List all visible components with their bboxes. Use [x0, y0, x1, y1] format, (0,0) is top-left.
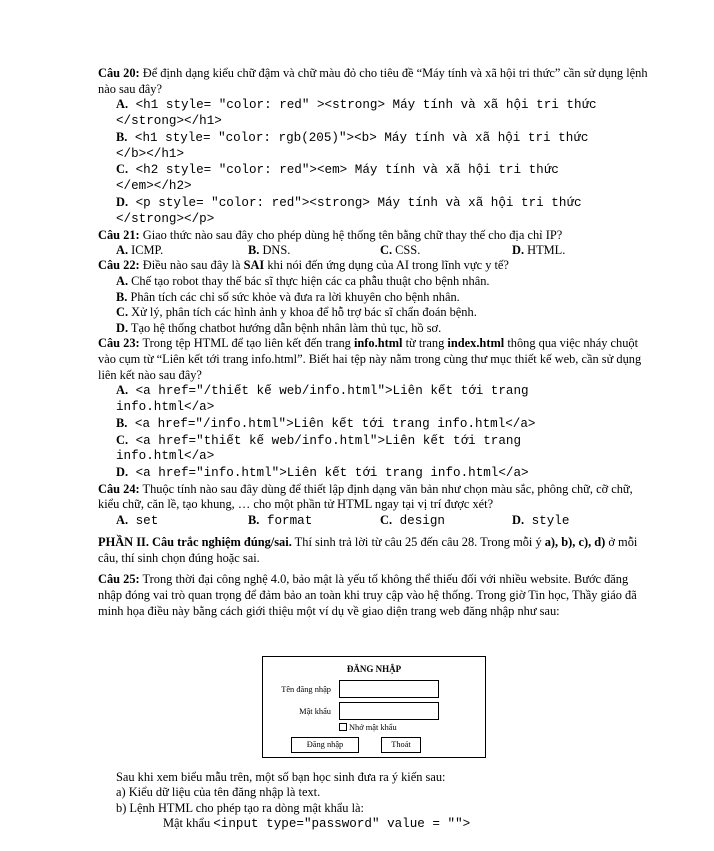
option-code: <h2 style= "color: red"><em> Máy tính và xã hội tri thức [128, 163, 559, 178]
option-text: DNS. [259, 243, 291, 258]
option-text: set [128, 514, 159, 529]
q24-option-c[interactable] [380, 513, 512, 529]
option-code-cont: </em></h2> [116, 179, 192, 194]
option-text: ICMP. [128, 243, 164, 258]
option-key: C. [116, 162, 129, 177]
option-code: <h1 style= "color: rgb(205)"><b> Máy tính và xã hội tri thức [127, 130, 589, 145]
q20-option-a[interactable] [98, 97, 648, 130]
option-code: <p style= "color: red"><strong> Máy tính và xã hội tri thức [128, 195, 582, 210]
q22-option-d[interactable] [98, 321, 648, 337]
option-text: style [524, 514, 570, 529]
option-key: C. [116, 432, 129, 447]
q20-option-d[interactable] [98, 195, 648, 228]
option-code-cont: </strong></p> [116, 211, 215, 226]
option-code-cont: info.html</a> [116, 399, 215, 414]
part2-abcd: a), b), c), d) [544, 535, 606, 550]
option-key: D. [512, 513, 525, 528]
q21-option-c[interactable] [380, 243, 512, 258]
q22-text: Điều nào sau đây là [139, 258, 244, 273]
statement-b[interactable]: b) Lệnh HTML cho phép tạo ra dòng mật khẩu là: [116, 800, 364, 815]
option-code-cont: </b></h1> [116, 146, 185, 161]
q23-label: Câu 23: [98, 336, 140, 351]
option-key: B. [116, 289, 128, 304]
q24-option-a[interactable] [116, 513, 248, 529]
option-text: design [392, 514, 445, 529]
exam-page [98, 66, 648, 619]
option-key: D. [116, 194, 129, 209]
q25-label: Câu 25: [98, 572, 140, 587]
statement-a[interactable]: a) Kiểu dữ liệu của tên đăng nhập là text. [116, 785, 321, 800]
q23-bold-index: index.html [447, 336, 505, 351]
option-key: D. [116, 320, 129, 335]
q20-label: Câu 20: [98, 66, 140, 80]
username-input[interactable] [339, 680, 439, 698]
code-input: <input type="password" value = ""> [213, 816, 471, 831]
option-code: <a href="/thiết kế web/info.html">Liên kết tới trang [128, 384, 529, 399]
option-text: Phân tích các chỉ số sức khỏe và đưa ra lời khuyên cho bệnh nhân. [127, 289, 460, 304]
option-key: D. [512, 243, 525, 258]
q23-stem [98, 336, 648, 383]
password-label: Mật khẩu [299, 707, 331, 716]
q21-option-b[interactable] [248, 243, 380, 258]
part2-text-2: ở mỗi câu, thí sinh chọn đúng hoặc sai. [98, 535, 638, 565]
option-code: <a href="/info.html">Liên kết tới trang info.html</a> [127, 416, 536, 431]
option-key: B. [248, 513, 260, 528]
login-button[interactable]: Đăng nhập [291, 737, 359, 753]
option-key: A. [116, 513, 129, 528]
username-label: Tên đăng nhập [281, 685, 331, 694]
option-text: HTML. [524, 243, 566, 258]
q20-stem [98, 66, 648, 97]
q24-stem [98, 482, 648, 513]
q24-label: Câu 24: [98, 481, 140, 496]
q21-text: Giao thức nào sau đây cho phép dùng hệ thống tên bằng chữ thay thế cho địa chỉ IP? [139, 227, 563, 242]
q22-text-post: khi nói đến ứng dụng của AI trong lĩnh vực y tế? [264, 258, 509, 273]
code-label: Mật khẩu [163, 815, 214, 830]
q23-text-3: thông qua việc nháy chuột vào cụm từ “Liên kết tới trang info.html”. Biết hai tệp này nằm trong cùng thư mục thiết kế web, cần sử dụng liên kết nào sau đây? [98, 336, 642, 382]
q22-option-b[interactable] [98, 290, 648, 306]
option-code: <a href="info.html">Liên kết tới trang info.html</a> [128, 466, 529, 481]
q23-option-d[interactable] [98, 465, 648, 482]
checkbox-icon[interactable] [339, 723, 347, 731]
q25-text: Trong thời đại công nghệ 4.0, bảo mật là yếu tố không thể thiếu đối với nhiều website. Bước đăng nhập đóng vai trò quan trọng để đảm bảo an toàn khi truy cập vào hệ thống. Trong giờ Tin học, Thầy giáo đã minh họa điều này bằng cách giới thiệu một ví dụ về giao diện trang web đăng nhập như sau: [98, 572, 637, 618]
q24-text: Thuộc tính nào sau đây dùng để thiết lập định dạng văn bản như chọn màu sắc, phông chữ, cỡ chữ, kiểu chữ, căn lề, tạo khung, … cho một phần tử HTML ngay tại vị trí được xét? [98, 481, 633, 512]
option-key: C. [116, 305, 129, 320]
q23-text-2: từ trang [402, 336, 448, 351]
q24-options [98, 513, 648, 529]
statements-intro: Sau khi xem biểu mẫu trên, một số bạn học sinh đưa ra ý kiến sau: [116, 770, 446, 784]
option-key: A. [116, 273, 129, 288]
option-text: Chế tạo robot thay thế bác sĩ thực hiện các ca phẫu thuật cho bệnh nhân. [128, 273, 490, 288]
part2-text: Thí sinh trả lời từ câu 25 đến câu 28. Trong mỗi ý [291, 535, 545, 550]
q22-label: Câu 22: [98, 258, 140, 273]
option-key: C. [380, 513, 393, 528]
option-key: C. [380, 243, 393, 258]
q21-options [98, 243, 648, 258]
option-code: <a href="thiết kế web/info.html">Liên kết tới trang [128, 433, 522, 448]
remember-checkbox[interactable] [339, 723, 397, 732]
option-key: D. [116, 465, 129, 480]
option-key: A. [116, 97, 129, 112]
q23-bold-info: info.html [353, 336, 403, 351]
q20-text: Để định dạng kiểu chữ đậm và chữ màu đỏ cho tiêu đề “Máy tính và xã hội tri thức” cần sử dụng lệnh nào sau đây? [98, 66, 648, 96]
option-text: Xử lý, phân tích các hình ảnh y khoa để hỗ trợ bác sĩ chẩn đoán bệnh. [128, 305, 477, 320]
option-key: B. [116, 415, 128, 430]
q21-stem [98, 228, 648, 244]
q20-option-b[interactable] [98, 130, 648, 163]
q22-stem [98, 258, 648, 274]
option-key: A. [116, 383, 129, 398]
q22-option-a[interactable] [98, 274, 648, 290]
part2-title: PHẦN II. Câu trắc nghiệm đúng/sai. [98, 535, 292, 550]
q23-option-b[interactable] [98, 416, 648, 433]
option-key: A. [116, 243, 129, 258]
login-form [262, 656, 486, 758]
password-input[interactable] [339, 702, 439, 720]
q23-option-c[interactable] [98, 433, 648, 466]
exit-button[interactable]: Thoát [381, 737, 421, 753]
q22-text-bold: SAI [243, 258, 265, 273]
q21-label: Câu 21: [98, 227, 140, 242]
q21-option-d[interactable] [512, 243, 565, 258]
q21-option-a[interactable] [116, 243, 248, 258]
option-code-cont: info.html</a> [116, 449, 215, 464]
q20-option-c[interactable] [98, 162, 648, 195]
q23-option-a[interactable] [98, 383, 648, 416]
q23-text: Trong tệp HTML để tạo liên kết đến trang [139, 336, 354, 351]
q24-option-b[interactable] [248, 513, 380, 529]
option-code-cont: </strong></h1> [116, 113, 222, 128]
statement-b-code [116, 816, 656, 832]
option-key: B. [116, 129, 128, 144]
login-title: ĐĂNG NHẬP [346, 664, 402, 674]
part2-heading [98, 535, 648, 566]
option-text: CSS. [392, 243, 421, 258]
q24-option-d[interactable] [512, 513, 569, 529]
option-code: <h1 style= "color: red" ><strong> Máy tính và xã hội tri thức [128, 98, 597, 113]
q25-stem [98, 572, 648, 619]
remember-label: Nhớ mật khẩu [349, 723, 397, 732]
q25-statements [116, 770, 656, 832]
option-key: B. [248, 243, 260, 258]
option-text: Tạo hệ thống chatbot hướng dẫn bệnh nhân làm thủ tục, hồ sơ. [128, 320, 442, 335]
option-text: format [259, 514, 313, 529]
q22-option-c[interactable] [98, 305, 648, 321]
